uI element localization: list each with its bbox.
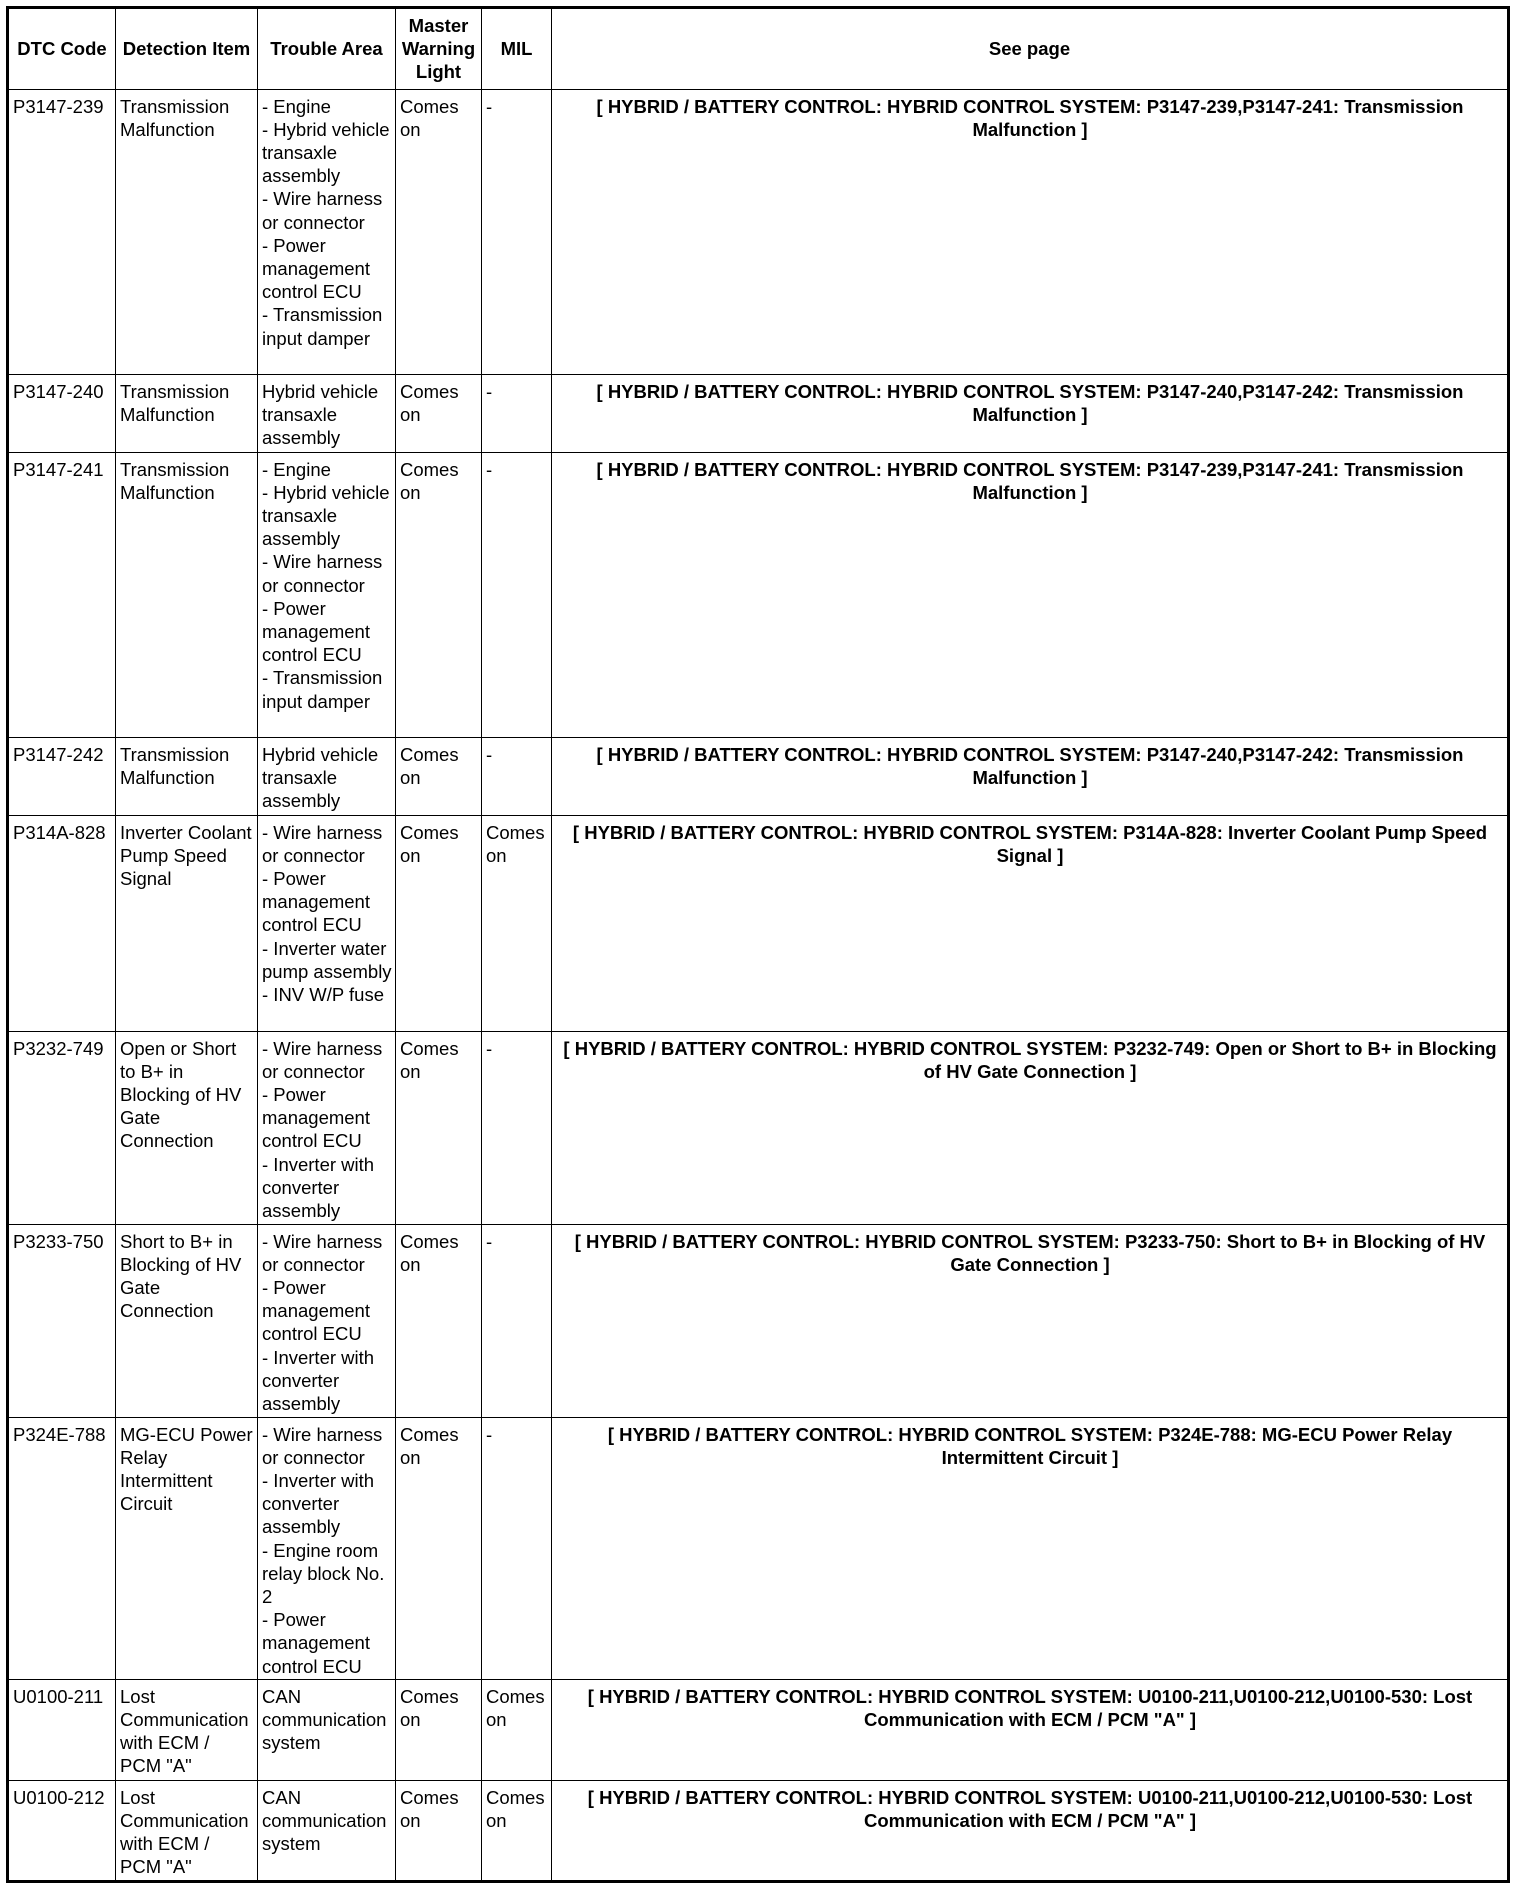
header-trouble-area: Trouble Area — [258, 8, 396, 90]
detection-item-cell: Open or Short to B+ in Blocking of HV Gate Connection — [116, 1031, 258, 1224]
table-header-row — [8, 8, 1509, 90]
detection-item-cell: Transmission Malfunction — [116, 452, 258, 737]
header-see-page: See page — [552, 8, 1509, 90]
header-master-warning-light: Master Warning Light — [396, 8, 482, 90]
see-page-link[interactable]: [ HYBRID / BATTERY CONTROL: HYBRID CONTROL SYSTEM: P314A-828: Inverter Coolant Pump Speed Signal ] — [552, 815, 1509, 1031]
dtc-code-cell: P324E-788 — [8, 1417, 116, 1679]
see-page-link[interactable]: [ HYBRID / BATTERY CONTROL: HYBRID CONTROL SYSTEM: U0100-211,U0100-212,U0100-530: Lost Communication with ECM / PCM "A" ] — [552, 1780, 1509, 1881]
header-dtc-code: DTC Code — [8, 8, 116, 90]
trouble-area-cell: - Wire harness or connector - Inverter with converter assembly - Engine room relay block No. 2 - Power management control ECU — [258, 1417, 396, 1679]
master-warning-light-cell: Comes on — [396, 1417, 482, 1679]
table-row — [8, 1224, 1509, 1417]
table-row — [8, 1780, 1509, 1881]
table-row — [8, 374, 1509, 452]
master-warning-light-cell: Comes on — [396, 1224, 482, 1417]
trouble-area-cell: - Wire harness or connector - Power management control ECU - Inverter water pump assembly - INV W/P fuse — [258, 815, 396, 1031]
mil-cell: - — [482, 374, 552, 452]
mil-cell: - — [482, 1417, 552, 1679]
see-page-link[interactable]: [ HYBRID / BATTERY CONTROL: HYBRID CONTROL SYSTEM: P3147-240,P3147-242: Transmission Malfunction ] — [552, 374, 1509, 452]
master-warning-light-cell: Comes on — [396, 452, 482, 737]
see-page-link[interactable]: [ HYBRID / BATTERY CONTROL: HYBRID CONTROL SYSTEM: P3233-750: Short to B+ in Blocking of HV Gate Connection ] — [552, 1224, 1509, 1417]
see-page-link[interactable]: [ HYBRID / BATTERY CONTROL: HYBRID CONTROL SYSTEM: U0100-211,U0100-212,U0100-530: Lost Communication with ECM / PCM "A" ] — [552, 1679, 1509, 1780]
master-warning-light-cell: Comes on — [396, 1679, 482, 1780]
see-page-link[interactable]: [ HYBRID / BATTERY CONTROL: HYBRID CONTROL SYSTEM: P324E-788: MG-ECU Power Relay Intermittent Circuit ] — [552, 1417, 1509, 1679]
mil-cell: Comes on — [482, 1679, 552, 1780]
dtc-code-cell: P3147-241 — [8, 452, 116, 737]
dtc-code-cell: U0100-211 — [8, 1679, 116, 1780]
dtc-code-cell: P3147-242 — [8, 737, 116, 815]
mil-cell: - — [482, 1224, 552, 1417]
mil-cell: - — [482, 452, 552, 737]
see-page-link[interactable]: [ HYBRID / BATTERY CONTROL: HYBRID CONTROL SYSTEM: P3147-239,P3147-241: Transmission Malfunction ] — [552, 452, 1509, 737]
trouble-area-cell: CAN communication system — [258, 1780, 396, 1881]
dtc-table — [6, 6, 1510, 1883]
trouble-area-cell: - Engine - Hybrid vehicle transaxle assembly - Wire harness or connector - Power management control ECU - Transmission input damper — [258, 89, 396, 374]
mil-cell: Comes on — [482, 1780, 552, 1881]
master-warning-light-cell: Comes on — [396, 89, 482, 374]
table-row — [8, 1417, 1509, 1679]
trouble-area-cell: CAN communication system — [258, 1679, 396, 1780]
master-warning-light-cell: Comes on — [396, 1031, 482, 1224]
detection-item-cell: Lost Communication with ECM / PCM "A" — [116, 1679, 258, 1780]
trouble-area-cell: Hybrid vehicle transaxle assembly — [258, 374, 396, 452]
detection-item-cell: Transmission Malfunction — [116, 737, 258, 815]
table-row — [8, 89, 1509, 374]
detection-item-cell: Lost Communication with ECM / PCM "A" — [116, 1780, 258, 1881]
trouble-area-cell: Hybrid vehicle transaxle assembly — [258, 737, 396, 815]
master-warning-light-cell: Comes on — [396, 737, 482, 815]
detection-item-cell: Inverter Coolant Pump Speed Signal — [116, 815, 258, 1031]
table-row — [8, 452, 1509, 737]
trouble-area-cell: - Wire harness or connector - Power management control ECU - Inverter with converter assembly — [258, 1224, 396, 1417]
dtc-code-cell: P3233-750 — [8, 1224, 116, 1417]
mil-cell: Comes on — [482, 815, 552, 1031]
table-row — [8, 1679, 1509, 1780]
table-row — [8, 1031, 1509, 1224]
see-page-link[interactable]: [ HYBRID / BATTERY CONTROL: HYBRID CONTROL SYSTEM: P3147-239,P3147-241: Transmission Malfunction ] — [552, 89, 1509, 374]
master-warning-light-cell: Comes on — [396, 815, 482, 1031]
header-mil: MIL — [482, 8, 552, 90]
dtc-code-cell: P314A-828 — [8, 815, 116, 1031]
dtc-code-cell: U0100-212 — [8, 1780, 116, 1881]
mil-cell: - — [482, 89, 552, 374]
see-page-link[interactable]: [ HYBRID / BATTERY CONTROL: HYBRID CONTROL SYSTEM: P3232-749: Open or Short to B+ in Blocking of HV Gate Connection ] — [552, 1031, 1509, 1224]
table-row — [8, 815, 1509, 1031]
detection-item-cell: Short to B+ in Blocking of HV Gate Connection — [116, 1224, 258, 1417]
header-detection-item: Detection Item — [116, 8, 258, 90]
table-row — [8, 737, 1509, 815]
dtc-code-cell: P3232-749 — [8, 1031, 116, 1224]
dtc-code-cell: P3147-239 — [8, 89, 116, 374]
detection-item-cell: Transmission Malfunction — [116, 374, 258, 452]
master-warning-light-cell: Comes on — [396, 374, 482, 452]
dtc-code-cell: P3147-240 — [8, 374, 116, 452]
mil-cell: - — [482, 1031, 552, 1224]
trouble-area-cell: - Engine - Hybrid vehicle transaxle assembly - Wire harness or connector - Power management control ECU - Transmission input damper — [258, 452, 396, 737]
detection-item-cell: MG-ECU Power Relay Intermittent Circuit — [116, 1417, 258, 1679]
see-page-link[interactable]: [ HYBRID / BATTERY CONTROL: HYBRID CONTROL SYSTEM: P3147-240,P3147-242: Transmission Malfunction ] — [552, 737, 1509, 815]
detection-item-cell: Transmission Malfunction — [116, 89, 258, 374]
mil-cell: - — [482, 737, 552, 815]
master-warning-light-cell: Comes on — [396, 1780, 482, 1881]
trouble-area-cell: - Wire harness or connector - Power management control ECU - Inverter with converter assembly — [258, 1031, 396, 1224]
